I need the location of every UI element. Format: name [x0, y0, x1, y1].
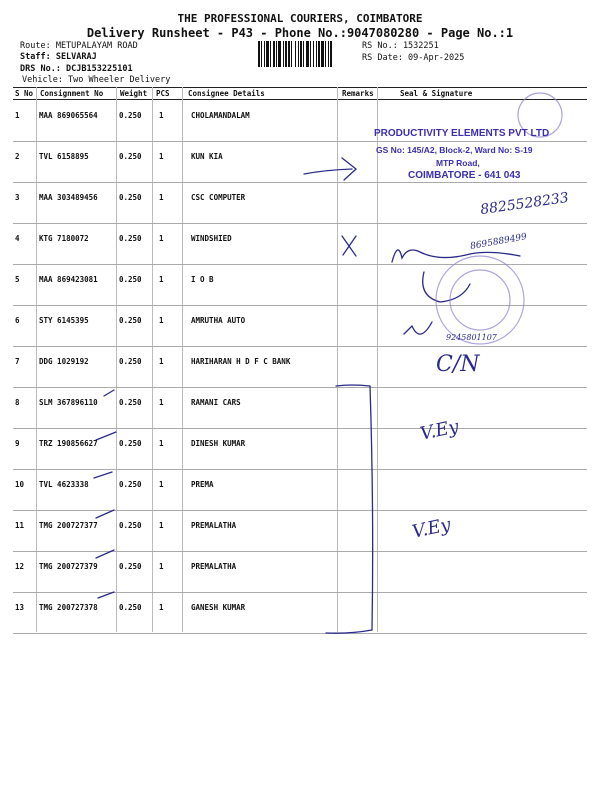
row-consignment: KTG 7180072 [39, 234, 89, 243]
vehicle-label: Vehicle: Two Wheeler Delivery [22, 75, 171, 85]
row-pcs: 1 [159, 357, 164, 366]
row-consignee: HARIHARAN H D F C BANK [191, 357, 291, 366]
row-consignment: MAA 869423081 [39, 275, 98, 284]
barcode-bar [310, 41, 311, 67]
table-row [13, 510, 587, 552]
row-weight: 0.250 [119, 398, 142, 407]
row-weight: 0.250 [119, 562, 142, 571]
table-row [13, 428, 587, 470]
row-consignee: DINESH KUMAR [191, 439, 246, 448]
drs-label: DRS No.: DCJB153225101 [20, 64, 133, 74]
row-consignment: TMG 200727379 [39, 562, 98, 571]
row-consignee: WINDSHIED [191, 234, 232, 243]
row-consignee: KUN KIA [191, 152, 223, 161]
col-consignment-header: Consignment No [40, 89, 104, 98]
table-row [13, 387, 587, 429]
barcode-bar [328, 41, 329, 67]
row-pcs: 1 [159, 398, 164, 407]
rs-date: RS Date: 09-Apr-2025 [362, 53, 465, 63]
barcode-bar [258, 41, 260, 67]
row-sno: 8 [15, 398, 20, 407]
table-row [13, 551, 587, 593]
row-consignment: TMG 200727377 [39, 521, 98, 530]
rs-number: RS No.: 1532251 [362, 41, 439, 51]
col-weight-header: Weight [120, 89, 148, 98]
row-pcs: 1 [159, 111, 164, 120]
row-consignee: PREMALATHA [191, 521, 237, 530]
row-weight: 0.250 [119, 111, 142, 120]
stamp-company: PRODUCTIVITY ELEMENTS PVT LTD [374, 128, 550, 139]
col-consignee-header: Consignee Details [188, 89, 265, 98]
row-consignment: STY 6145395 [39, 316, 89, 325]
row-weight: 0.250 [119, 357, 142, 366]
row-consignment: SLM 367896110 [39, 398, 98, 407]
row-weight: 0.250 [119, 603, 142, 612]
row-pcs: 1 [159, 234, 164, 243]
row-weight: 0.250 [119, 480, 142, 489]
row-sno: 4 [15, 234, 20, 243]
row-weight: 0.250 [119, 439, 142, 448]
barcode-bar [273, 41, 275, 67]
row-pcs: 1 [159, 439, 164, 448]
row-sno: 13 [15, 603, 25, 612]
row-pcs: 1 [159, 193, 164, 202]
row-pcs: 1 [159, 275, 164, 284]
row-sno: 12 [15, 562, 25, 571]
row-consignee: PREMA [191, 480, 214, 489]
row-pcs: 1 [159, 152, 164, 161]
barcode-bar [316, 41, 317, 67]
row-consignee: RAMANI CARS [191, 398, 241, 407]
row-consignment: TMG 200727378 [39, 603, 98, 612]
runsheet-title: Delivery Runsheet - P43 - Phone No.:9047080280 - Page No.:1 [86, 26, 514, 40]
row-sno: 6 [15, 316, 20, 325]
row-sno: 1 [15, 111, 20, 120]
row-sno: 2 [15, 152, 20, 161]
row-pcs: 1 [159, 562, 164, 571]
table-row [13, 264, 587, 306]
handwritten-initials: V.Ey [418, 416, 461, 445]
handwritten-initials: V.Ey [410, 514, 453, 543]
row-consignee: CHOLAMANDALAM [191, 111, 250, 120]
company-title: THE PROFESSIONAL COURIERS, COIMBATORE [177, 12, 423, 25]
row-sno: 11 [15, 521, 25, 530]
barcode-bar [264, 41, 265, 67]
col-seal-header: Seal & Signature [400, 89, 473, 98]
row-sno: 5 [15, 275, 20, 284]
barcode-bar [288, 41, 290, 67]
barcode-bar [313, 41, 314, 67]
barcode-bar [318, 41, 320, 67]
barcode-bar [278, 41, 281, 67]
table-row [13, 305, 587, 347]
col-remarks-header: Remarks [342, 89, 374, 98]
row-weight: 0.250 [119, 316, 142, 325]
barcode-bar [285, 41, 287, 67]
barcode-bar [295, 41, 296, 67]
stamp-city: COIMBATORE - 641 043 [408, 170, 521, 181]
row-pcs: 1 [159, 521, 164, 530]
barcode-bar [261, 41, 262, 67]
barcode-bar [270, 41, 271, 67]
barcode-bar [291, 41, 292, 67]
handwritten-phone: 8695889499 [469, 232, 528, 252]
barcode-bar [298, 41, 299, 67]
row-sno: 7 [15, 357, 20, 366]
barcode-bar [283, 41, 284, 67]
barcode-bar [306, 41, 309, 67]
row-pcs: 1 [159, 480, 164, 489]
barcode-bar [303, 41, 304, 67]
row-consignment: MAA 869065564 [39, 111, 98, 120]
row-sno: 10 [15, 480, 25, 489]
col-sno-header: S No [15, 89, 34, 98]
row-sno: 3 [15, 193, 20, 202]
barcode-bar [325, 41, 326, 67]
row-weight: 0.250 [119, 521, 142, 530]
col-pcs-header: PCS [156, 89, 170, 98]
row-sno: 9 [15, 439, 20, 448]
row-consignee: AMRUTHA AUTO [191, 316, 246, 325]
row-weight: 0.250 [119, 234, 142, 243]
row-consignee: CSC COMPUTER [191, 193, 246, 202]
row-consignee: GANESH KUMAR [191, 603, 246, 612]
row-weight: 0.250 [119, 275, 142, 284]
table-row [13, 469, 587, 511]
row-pcs: 1 [159, 316, 164, 325]
table-row [13, 592, 587, 634]
row-pcs: 1 [159, 603, 164, 612]
handwritten-cn: C/N [436, 352, 480, 377]
row-consignee: PREMALATHA [191, 562, 237, 571]
row-consignment: DDG 1029192 [39, 357, 89, 366]
row-weight: 0.250 [119, 152, 142, 161]
handwritten-phone: 9245801107 [446, 333, 497, 342]
staff-label: Staff: SELVARAJ [20, 52, 97, 62]
barcode-bar [330, 41, 332, 67]
row-consignment: TVL 6158895 [39, 152, 89, 161]
row-consignment: TRZ 190856627 [39, 439, 98, 448]
route-label: Route: METUPALAYAM ROAD [20, 41, 138, 51]
barcode [258, 41, 358, 67]
table-top-rule [13, 87, 587, 88]
row-consignee: I O B [191, 275, 214, 284]
stamp-address: GS No: 145/A2, Block-2, Ward No: S-19 [376, 145, 533, 155]
row-consignment: TVL 4623338 [39, 480, 89, 489]
barcode-bar [321, 41, 324, 67]
handwritten-phone: 8825528233 [479, 189, 570, 219]
row-consignment: MAA 303489456 [39, 193, 98, 202]
barcode-bar [276, 41, 277, 67]
table-row [13, 346, 587, 388]
stamp-road: MTP Road, [436, 158, 480, 168]
barcode-bar [300, 41, 302, 67]
barcode-bar [266, 41, 269, 67]
row-weight: 0.250 [119, 193, 142, 202]
